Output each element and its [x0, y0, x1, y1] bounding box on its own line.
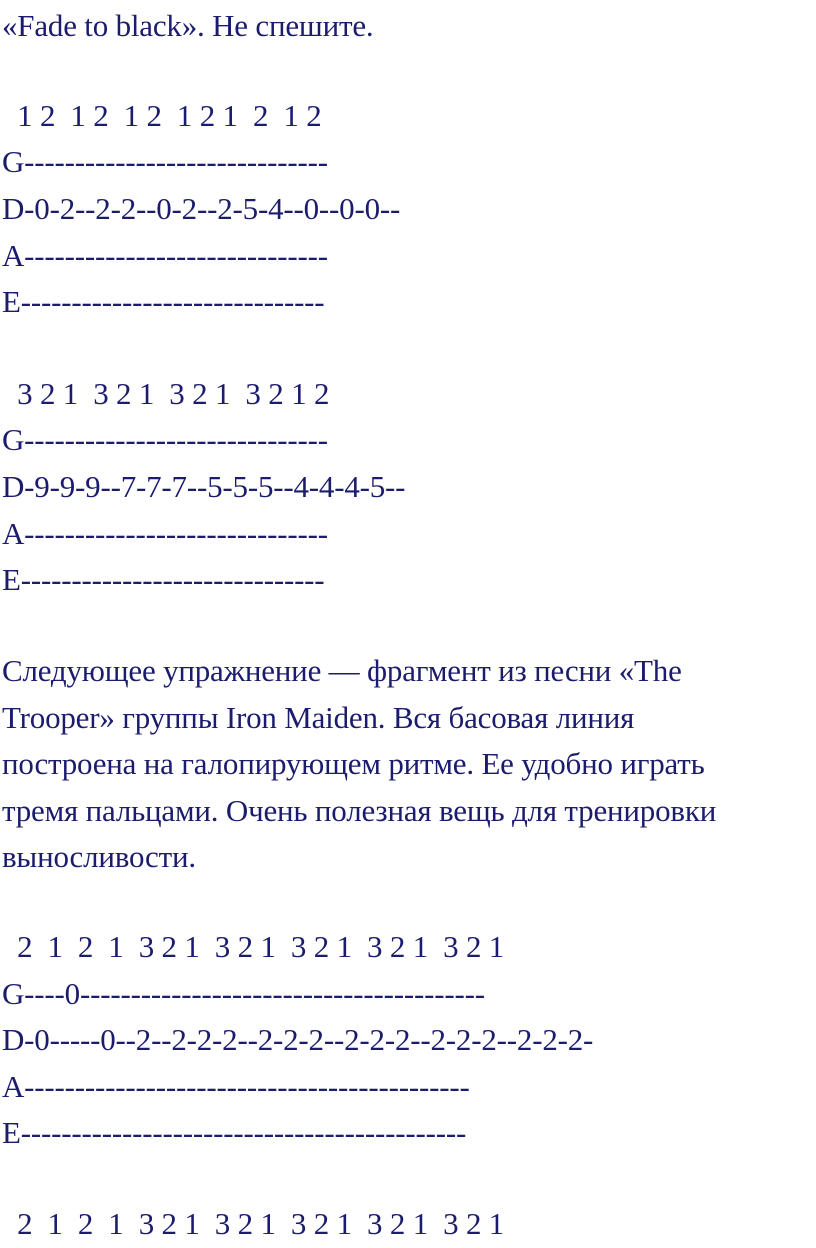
tab-string-a: A------------------------------ — [2, 238, 328, 273]
tab-string-e: E------------------------------ — [2, 284, 325, 319]
fingering-line: 2 1 2 1 3 2 1 3 2 1 3 2 1 3 2 1 3 2 1 — [2, 929, 505, 964]
tab-string-a: A------------------------------ — [2, 516, 328, 551]
tab-string-d: D-0-----0--2--2-2-2--2-2-2--2-2-2--2-2-2--2-2-2- — [2, 1022, 594, 1057]
tab-string-g: G------------------------------ — [2, 422, 328, 457]
tab-string-a: A-------------------------------------------- — [2, 1069, 470, 1104]
paragraph-line: Следующее упражнение — фрагмент из песни «The — [2, 653, 682, 688]
tab-string-d: D-0-2--2-2--0-2--2-5-4--0--0-0-- — [2, 191, 401, 226]
fingering-line: 1 2 1 2 1 2 1 2 1 2 1 2 — [2, 98, 322, 133]
paragraph-line: построена на галопирующем ритме. Ее удобно играть — [2, 746, 705, 781]
intro-text: «Fade to black». Не спешите. — [2, 8, 374, 43]
tab-string-g: G------------------------------ — [2, 144, 328, 179]
tab-string-g: G----0---------------------------------------- — [2, 976, 485, 1011]
fingering-line: 2 1 2 1 3 2 1 3 2 1 3 2 1 3 2 1 3 2 1 — [2, 1206, 505, 1241]
tab-string-e: E-------------------------------------------- — [2, 1115, 467, 1150]
tab-string-e: E------------------------------ — [2, 562, 325, 597]
tab-string-d: D-9-9-9--7-7-7--5-5-5--4-4-4-5-- — [2, 469, 406, 504]
paragraph-line: Trooper» группы Iron Maiden. Вся басовая линия — [2, 700, 635, 735]
paragraph-line: выносливости. — [2, 839, 196, 874]
paragraph-line: тремя пальцами. Очень полезная вещь для тренировки — [2, 793, 717, 828]
fingering-line: 3 2 1 3 2 1 3 2 1 3 2 1 2 — [2, 376, 330, 411]
